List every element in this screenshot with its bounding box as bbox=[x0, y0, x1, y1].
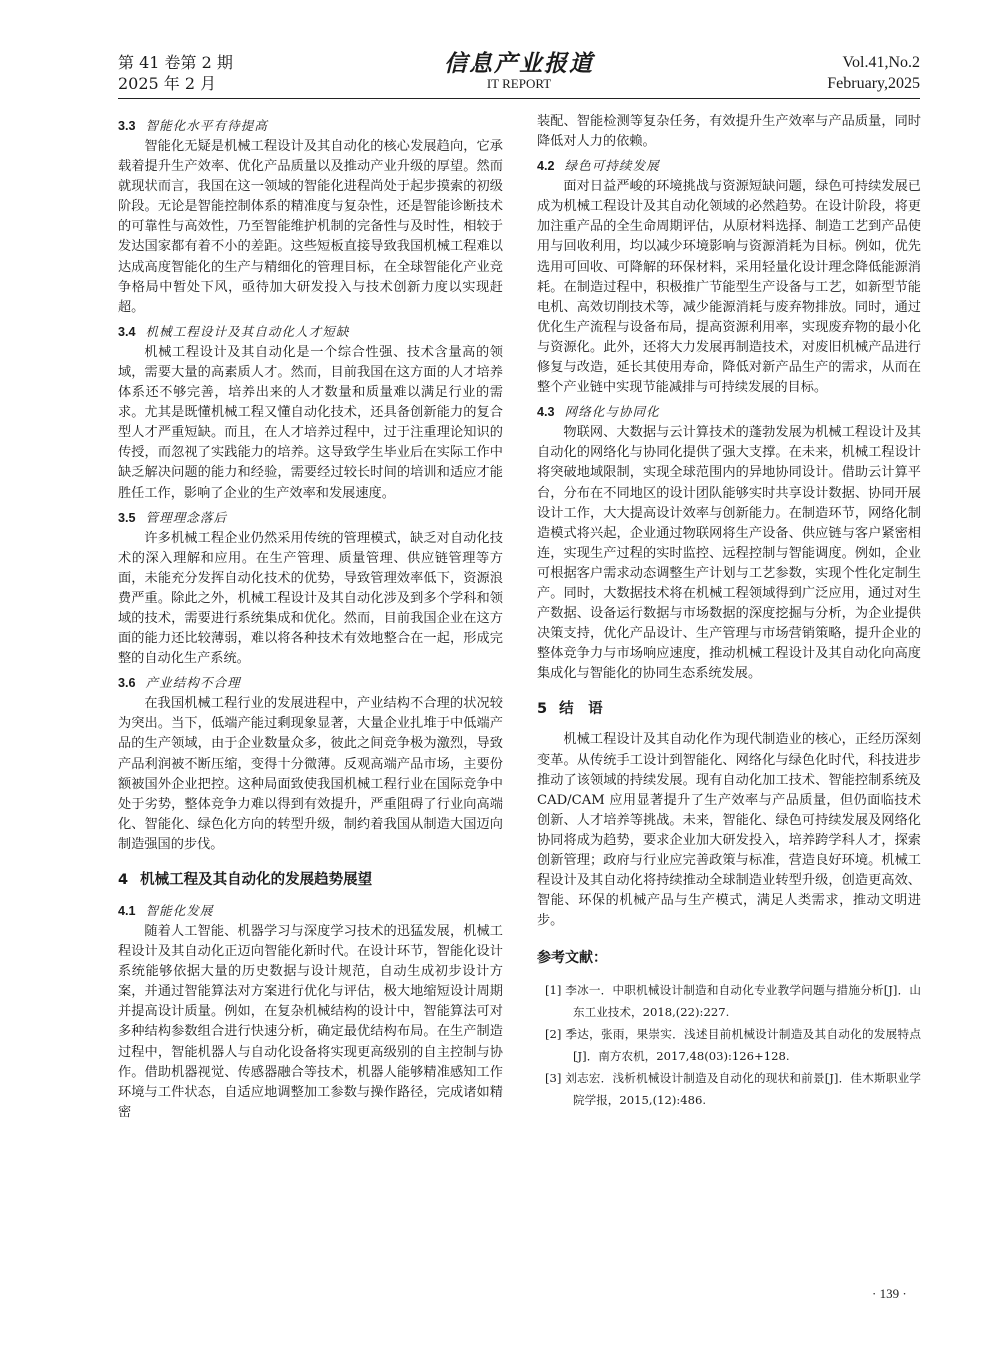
subsection-number: 3.3 bbox=[118, 119, 136, 133]
subsection-number: 3.6 bbox=[118, 676, 136, 691]
subsection-heading-3-5 bbox=[118, 508, 503, 528]
subsection-number: 4.3 bbox=[537, 405, 555, 420]
subsection-heading-3-4 bbox=[118, 322, 503, 342]
subsection-title: 智能化水平有待提高 bbox=[145, 118, 268, 133]
subsection-title: 网络化与协同化 bbox=[564, 404, 660, 420]
date-en: February,2025 bbox=[827, 75, 920, 92]
volume-issue-en: Vol.41,No.2 bbox=[842, 54, 920, 71]
paragraph: 许多机械工程企业仍然采用传统的管理模式，缺乏对自动化技术的深入理解和应用。在生产管理、质量管理、供应链管理等方面，未能充分发挥自动化技术的优势，导致管理效率低下，资源浪费严重。除此之外，机械工程设计及其自动化涉及到多个学科和领域的技术，需要进行系统集成和优化。然而，目前我国企业在这方面的能力还比较薄弱，难以将各种技术有效地整合在一起，形成完整的自动化生产系统。 bbox=[118, 530, 503, 667]
subsection-number: 3.5 bbox=[118, 510, 136, 525]
section-title: 结 语 bbox=[559, 701, 603, 718]
reference-item: [3] 刘志宏．浅析机械设计制造及自动化的现状和前景[J]．佳木斯职业学院学报，2015,(12):486. bbox=[545, 1071, 921, 1108]
subsection-heading-4-1 bbox=[118, 901, 503, 921]
right-column bbox=[537, 112, 921, 1111]
section-heading-4 bbox=[118, 869, 503, 891]
paragraph: 面对日益严峻的环境挑战与资源短缺问题，绿色可持续发展已成为机械工程设计及其自动化领域的必然趋势。在设计阶段，将更加注重产品的全生命周期评估，从原材料选择、制造工艺到产品使用与回收利用，均以减少环境影响与资源消耗为目标。例如，优先选用可回收、可降解的环保材料，采用轻量化设计理念降低能源消耗。在制造过程中，积极推广节能型生产设备与工艺，如新型节能电机、高效切削技术等，减少能源消耗与废弃物排放。同时，通过优化生产流程与设备布局，提高资源利用率，实现废弃物的最小化与资源化。此外，还将大力发展再制造技术，对废旧机械产品进行修复与改造，延长其使用寿命，降低对新产品生产的需求，从而在整个产业链中实现节能减排与可持续发展的目标。 bbox=[537, 179, 921, 396]
header-rule bbox=[118, 98, 920, 99]
subsection-number: 3.4 bbox=[118, 324, 136, 339]
subsection-title: 绿色可持续发展 bbox=[564, 158, 660, 174]
paragraph: 随着人工智能、机器学习与深度学习技术的迅猛发展，机械工程设计及其自动化正迈向智能化新时代。在设计环节，智能化设计系统能够依据大量的历史数据与设计规范，自动生成初步设计方案，并通过智能算法对方案进行优化与评估，极大地缩短设计周期并提高设计质量。例如，在复杂机械结构的设计中，智能算法可对多种结构参数组合进行快速分析，确定最优结构布局。在生产制造过程中，智能机器人与自动化设备将实现更高级别的自主控制与协作。借助机器视觉、传感器融合等技术，机器人能够精准感知工作环境与工件状态，自适应地调整加工参数与操作路径，完成诸如精密 bbox=[118, 924, 503, 1120]
journal-title-en: IT REPORT bbox=[486, 76, 552, 91]
paragraph: 在我国机械工程行业的发展进程中，产业结构不合理的状况较为突出。当下，低端产能过剩现象显著，大量企业扎堆于中低端产品的生产领域，由于企业数量众多，彼此之间竞争极为激烈，导致产品利润被不断压缩，变得十分微薄。反观高端产品市场，主要份额被国外企业把控。这种局面致使我国机械工程行业在国际竞争中处于劣势，整体竞争力难以得到有效提升，严重阻碍了行业向高端化、智能化、绿色化方向的转型升级，制约着我国从制造大国迈向制造强国的步伐。 bbox=[118, 696, 503, 852]
header-right bbox=[827, 52, 920, 94]
section-heading-5 bbox=[537, 698, 921, 720]
reference-item: [2] 季达，张雨，果崇实．浅述目前机械设计制造及其自动化的发展特点[J]．南方农机，2017,48(03):126+128. bbox=[545, 1027, 921, 1064]
volume-issue-cn: 第 41 卷第 2 期 bbox=[118, 53, 233, 72]
paragraph: 智能化无疑是机械工程设计及其自动化的核心发展趋向，它承载着提升生产效率、优化产品质量以及推动产业升级的厚望。然而就现状而言，我国在这一领域的智能化进程尚处于起步摸索的初级阶段。无论是智能控制体系的精准度与复杂性，还是智能诊断技术的可靠性与高效性，乃至智能维护机制的完备性与及时性，相较于发达国家都有着不小的差距。这些短板直接导致我国机械工程难以达成高度智能化的生产与精细化的管理目标，在全球智能化产业竞争格局中暂处下风，亟待加大研发投入与技术创新力度以实现赶超。 bbox=[118, 139, 503, 315]
paragraph-continued: 装配、智能检测等复杂任务，有效提升生产效率与产品质量，同时降低对人力的依赖。 bbox=[537, 114, 921, 150]
subsection-heading-4-3 bbox=[537, 402, 921, 422]
left-column bbox=[118, 112, 503, 1123]
section-number: 5 bbox=[537, 701, 548, 718]
header-center bbox=[118, 52, 920, 92]
subsection-heading-3-3 bbox=[118, 116, 503, 136]
subsection-title: 智能化发展 bbox=[145, 903, 214, 918]
paragraph: 机械工程设计及其自动化是一个综合性强、技术含量高的领域，需要大量的高素质人才。然而，目前我国在这方面的人才培养体系还不够完善，培养出来的人才数量和质量难以满足行业的需求。尤其是既懂机械工程又懂自动化技术，还具备创新能力的复合型人才严重短缺。而且，在人才培养过程中，过于注重理论知识的传授，而忽视了实践能力的培养。这导致学生毕业后在实际工作中缺乏解决问题的能力和经验，需要经过较长时间的培训和适应才能胜任工作，影响了企业的生产效率和发展速度。 bbox=[118, 344, 503, 501]
subsection-number: 4.1 bbox=[118, 904, 136, 918]
section-title: 机械工程及其自动化的发展趋势展望 bbox=[140, 872, 373, 888]
subsection-title: 产业结构不合理 bbox=[145, 675, 241, 691]
paragraph: 物联网、大数据与云计算技术的蓬勃发展为机械工程设计及其自动化的网络化与协同化提供了强大支撑。在未来，机械工程设计将突破地域限制，实现全球范围内的异地协同设计。借助云计算平台，分布在不同地区的设计团队能够实时共享设计数据、协同开展设计工作，大大提高设计效率与创新能力。在制造环节，网络化制造模式将兴起，企业通过物联网将生产设备、供应链与客户紧密相连，实现生产过程的实时监控、远程控制与智能调度。例如，企业可根据客户需求动态调整生产计划与工艺参数，实现个性化定制生产。同时，大数据技术将在机械工程领域得到广泛应用，通过对生产数据、设备运行数据与市场数据的深度挖掘与分析，为企业提供决策支持，优化产品设计、生产管理与市场营销策略，提升企业的整体竞争力与市场响应速度，推动机械工程设计及其自动化向高度集成化与智能化的协同生态系统发展。 bbox=[537, 425, 921, 682]
page-number: · 139 · bbox=[872, 1286, 907, 1301]
references-heading: 参考文献： bbox=[537, 950, 607, 967]
date-cn: 2025 年 2 月 bbox=[118, 74, 217, 93]
subsection-heading-4-2 bbox=[537, 156, 921, 176]
subsection-heading-3-6 bbox=[118, 673, 503, 693]
subsection-number: 4.2 bbox=[537, 159, 555, 174]
page-header bbox=[118, 52, 920, 96]
section-number: 4 bbox=[118, 872, 129, 888]
subsection-title: 机械工程设计及其自动化人才短缺 bbox=[145, 323, 350, 339]
paragraph: 机械工程设计及其自动化作为现代制造业的核心，正经历深刻变革。从传统手工设计到智能化、网络化与绿色化时代，科技进步推动了该领域的持续发展。现有自动化加工技术、智能控制系统及 CAD/CAM 应用显著提升了生产效率与产品质量，但仍面临技术创新、人才培养等挑战。未来，智能化、绿色可持续发展及网络化协同将成为趋势，要求企业加大研发投入，培养跨学科人才，探索创新管理；政府与行业应完善政策与标准，营造良好环境。机械工程设计及其自动化将持续推动全球制造业转型升级，创造更高效、智能、环保的机械产品与生产模式，满足人类需求，推动文明进步。 bbox=[537, 732, 921, 929]
journal-title-cn: 信息产业报道 bbox=[444, 50, 594, 77]
subsection-title: 管理理念落后 bbox=[145, 509, 228, 525]
reference-item: [1] 李冰一．中职机械设计制造和自动化专业教学问题与措施分析[J]．山东工业技术，2018,(22):227. bbox=[545, 983, 921, 1020]
